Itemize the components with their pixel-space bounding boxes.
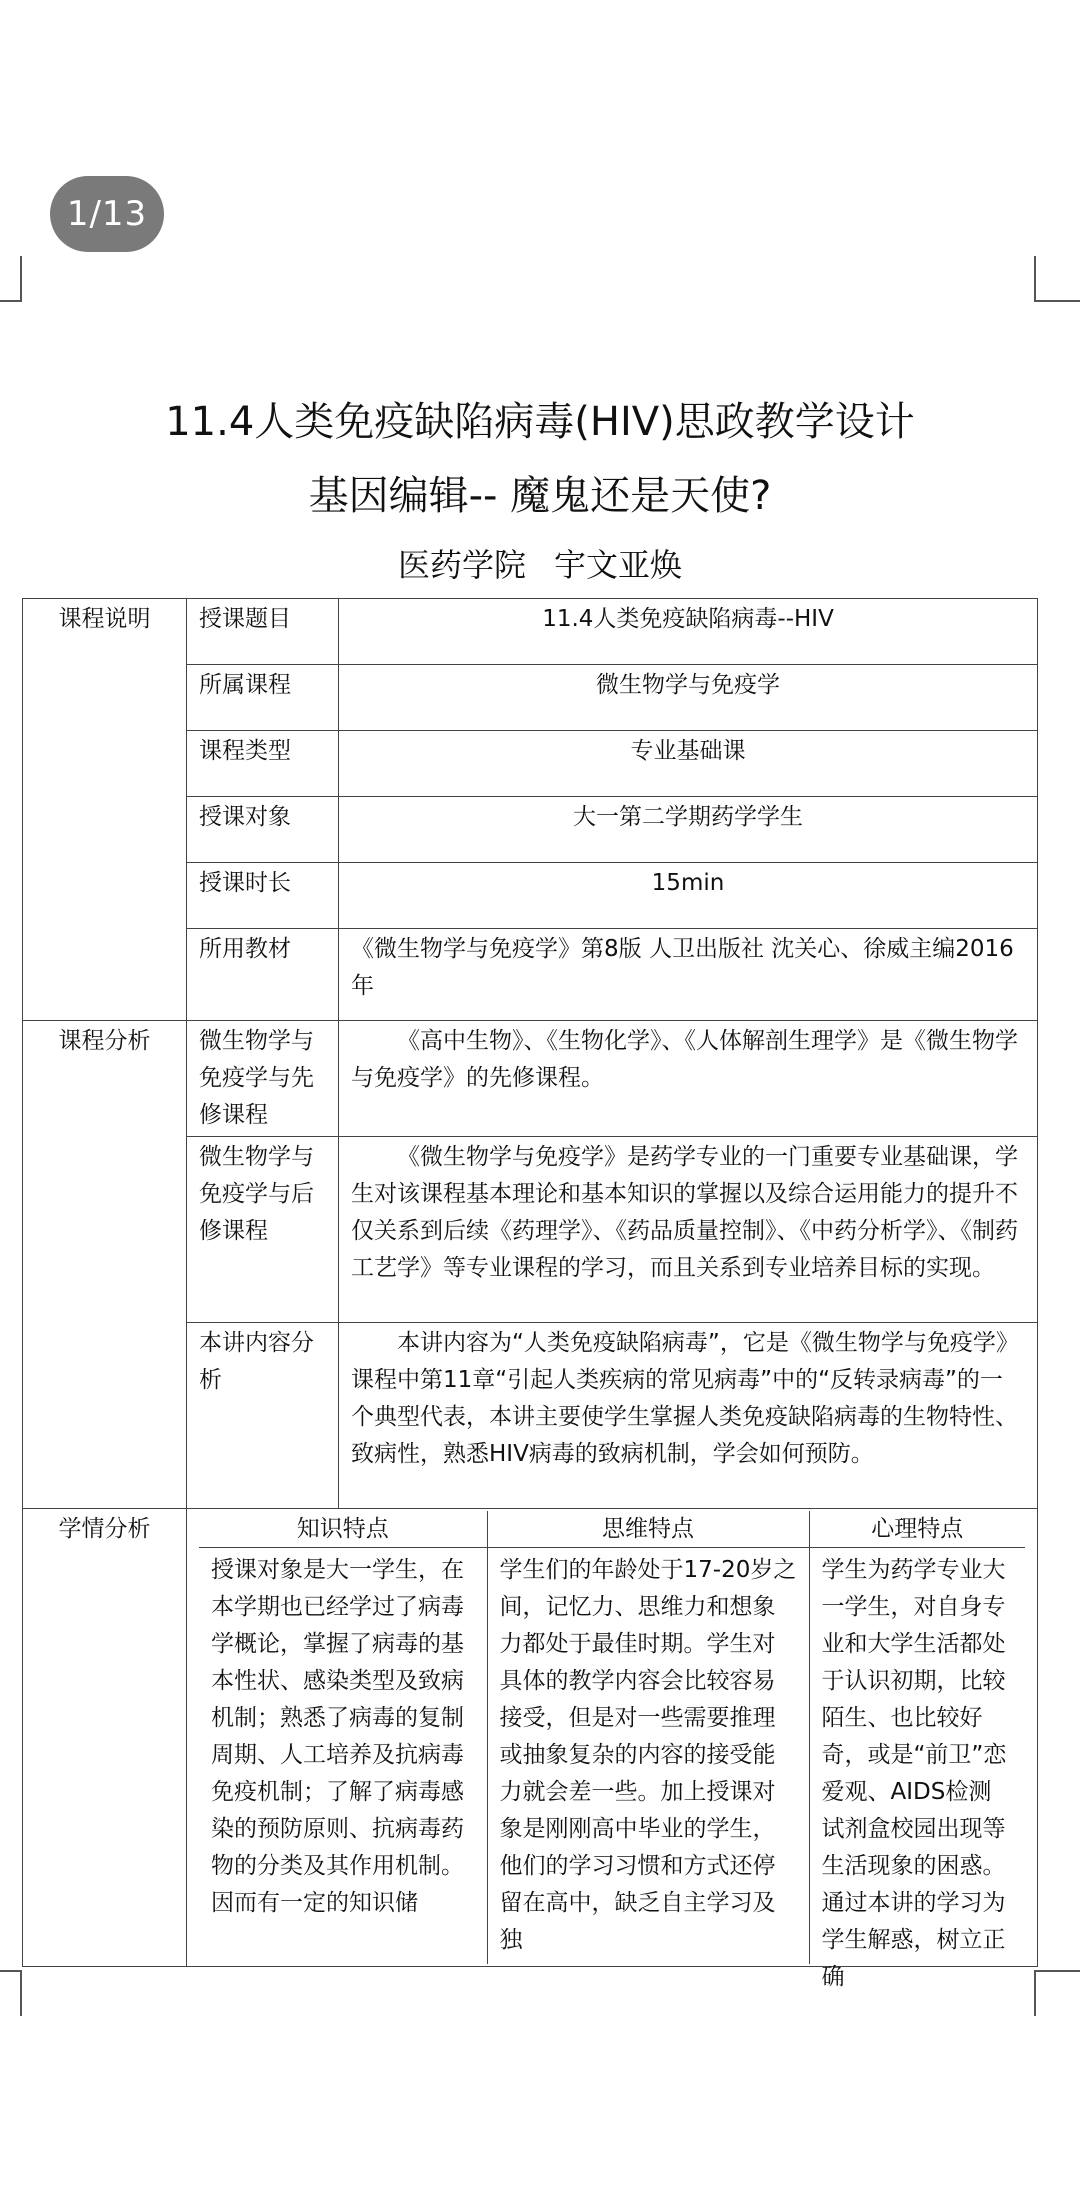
table-row — [23, 1021, 1038, 1137]
document-title: 11.4人类免疫缺陷病毒(HIV)思政教学设计 — [165, 399, 915, 445]
author-line — [0, 540, 1080, 586]
row-label: 微生物学与免疫学与先修课程 — [187, 1021, 339, 1137]
section-label: 课程说明 — [23, 599, 187, 1021]
author-school: 医药学院 — [397, 546, 526, 584]
row-label: 微生物学与免疫学与后修课程 — [187, 1137, 339, 1323]
row-value: 《高中生物》、《生物化学》、《人体解剖生理学》是《微生物学与免疫学》的先修课程。 — [339, 1021, 1038, 1137]
row-value: 《微生物学与免疫学》第8版 人卫出版社 沈关心、徐威主编2016年 — [339, 929, 1038, 1021]
row-value: 15min — [339, 863, 1038, 929]
thinking-text: 学生们的年龄处于17-20岁之间，记忆力、思维力和想象力都处于最佳时期。学生对具体的教学内容会比较容易接受，但是对一些需要推理或抽象复杂的内容的接受能力就会差一些。加上授课对象是刚刚高中毕业的学生，他们的学习习惯和方式还停留在高中，缺乏自主学习及独 — [499, 1557, 797, 1953]
row-label: 所用教材 — [187, 929, 339, 1021]
section-label: 学情分析 — [23, 1509, 187, 1967]
row-label: 本讲内容分析 — [187, 1323, 339, 1509]
design-table — [22, 598, 1038, 1990]
crop-mark-top-left — [0, 256, 22, 302]
table-row — [23, 599, 1038, 665]
column-header: 思维特点 — [487, 1511, 809, 1548]
row-value: 微生物学与免疫学 — [339, 665, 1038, 731]
row-value: 《微生物学与免疫学》是药学专业的一门重要专业基础课，学生对该课程基本理论和基本知识的掌握以及综合运用能力的提升不仅关系到后续《药理学》、《药品质量控制》、《中药分析学》、《制药工艺学》等专业课程的学习，而且关系到专业培养目标的实现。 — [339, 1137, 1038, 1323]
row-label: 课程类型 — [187, 731, 339, 797]
crop-mark-bottom-left — [0, 1970, 22, 2016]
table-row — [23, 1509, 1038, 1967]
psychology-text: 学生为药学专业大一学生，对自身专业和大学生活都处于认识初期，比较陌生、也比较好奇，或是“前卫”恋爱观、AIDS检测试剂盒校园出现等生活现象的困惑。通过本讲的学习为学生解惑，树立正确 — [821, 1557, 1007, 1990]
row-value: 大一第二学期药学学生 — [339, 797, 1038, 863]
row-label: 授课题目 — [187, 599, 339, 665]
document-subtitle: 基因编辑-- 魔鬼还是天使? — [308, 473, 772, 519]
page-indicator: 1/13 — [50, 176, 164, 252]
row-value: 11.4人类免疫缺陷病毒--HIV — [339, 599, 1038, 665]
student-analysis-cell — [187, 1509, 1038, 1990]
column-header: 知识特点 — [199, 1511, 487, 1548]
row-value: 专业基础课 — [339, 731, 1038, 797]
row-label: 授课时长 — [187, 863, 339, 929]
knowledge-text: 授课对象是大一学生，在本学期也已经学过了病毒学概论，掌握了病毒的基本性状、感染类型及致病机制；熟悉了病毒的复制周期、人工培养及抗病毒免疫机制；了解了病毒感染的预防原则、抗病毒药物的分类及其作用机制。因而有一定的知识储 — [211, 1557, 464, 1916]
column-header: 心理特点 — [809, 1511, 1025, 1548]
table-header-row — [199, 1511, 1025, 1548]
crop-mark-bottom-right — [1034, 1970, 1080, 2016]
section-label: 课程分析 — [23, 1021, 187, 1509]
student-analysis-table — [199, 1511, 1025, 1990]
table-row — [199, 1548, 1025, 1965]
crop-mark-top-right — [1034, 256, 1080, 302]
row-label: 授课对象 — [187, 797, 339, 863]
row-value: 本讲内容为“人类免疫缺陷病毒”，它是《微生物学与免疫学》课程中第11章“引起人类疾病的常见病毒”中的“反转录病毒”的一个典型代表，本讲主要使学生掌握人类免疫缺陷病毒的生物特性、致病性，熟悉HIV病毒的致病机制，学会如何预防。 — [339, 1323, 1038, 1509]
row-label: 所属课程 — [187, 665, 339, 731]
author-name: 宇文亚焕 — [554, 546, 683, 584]
